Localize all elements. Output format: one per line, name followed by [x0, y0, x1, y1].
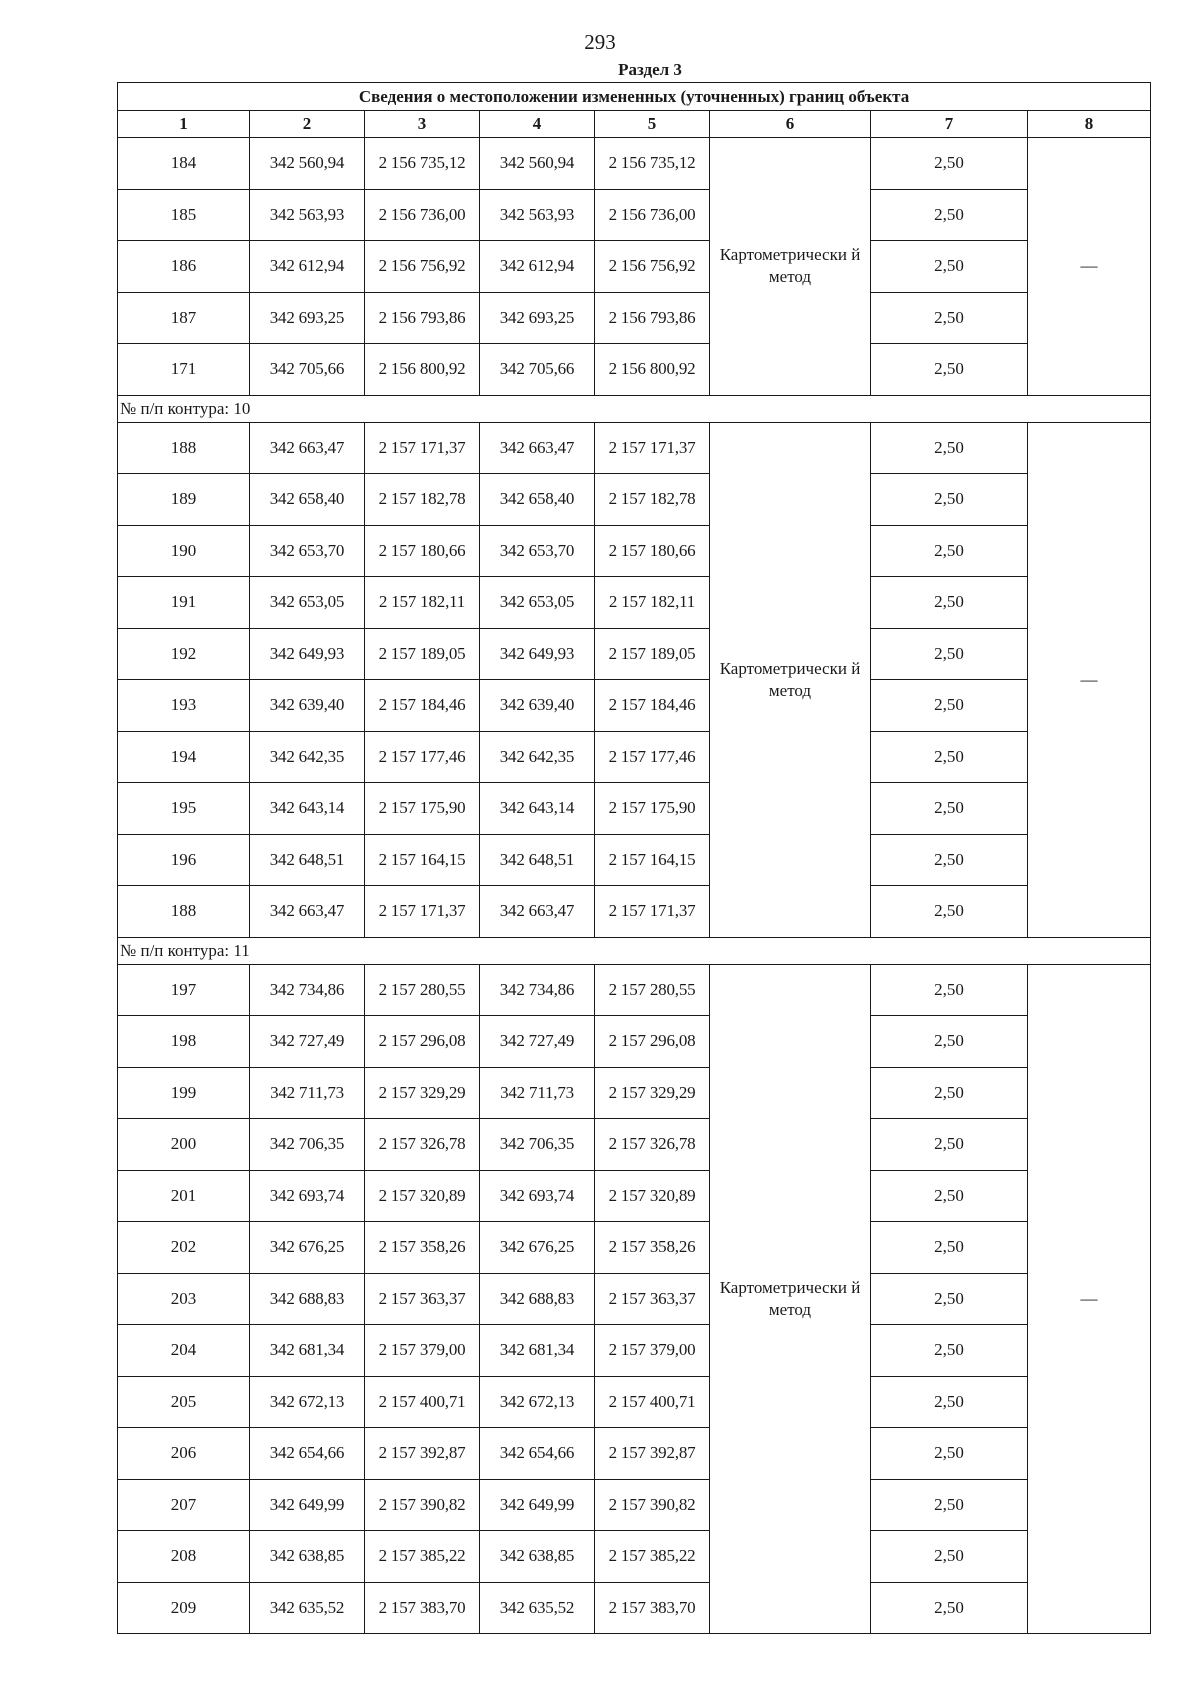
y-coordinate-old: 2 157 164,15 — [365, 834, 480, 886]
y-coordinate-old: 2 156 756,92 — [365, 241, 480, 293]
point-number: 199 — [118, 1067, 250, 1119]
table-caption: Сведения о местоположении измененных (уточненных) границ объекта — [118, 83, 1151, 111]
x-coordinate-new: 342 560,94 — [480, 138, 595, 190]
x-coordinate-new: 342 639,40 — [480, 680, 595, 732]
x-coordinate-new: 342 727,49 — [480, 1016, 595, 1068]
column-number-3: 3 — [365, 111, 480, 138]
y-coordinate-new: 2 157 189,05 — [595, 628, 710, 680]
table-row — [118, 422, 1151, 474]
x-coordinate-old: 342 649,93 — [250, 628, 365, 680]
accuracy-value: 2,50 — [871, 628, 1028, 680]
x-coordinate-new: 342 649,93 — [480, 628, 595, 680]
x-coordinate-old: 342 688,83 — [250, 1273, 365, 1325]
x-coordinate-new: 342 705,66 — [480, 344, 595, 396]
table-row — [118, 1016, 1151, 1068]
y-coordinate-new: 2 157 280,55 — [595, 964, 710, 1016]
x-coordinate-old: 342 638,85 — [250, 1531, 365, 1583]
y-coordinate-new: 2 157 390,82 — [595, 1479, 710, 1531]
accuracy-value: 2,50 — [871, 680, 1028, 732]
x-coordinate-old: 342 672,13 — [250, 1376, 365, 1428]
accuracy-value: 2,50 — [871, 1016, 1028, 1068]
table-row — [118, 1428, 1151, 1480]
x-coordinate-new: 342 734,86 — [480, 964, 595, 1016]
y-coordinate-old: 2 157 320,89 — [365, 1170, 480, 1222]
accuracy-value: 2,50 — [871, 1582, 1028, 1634]
x-coordinate-old: 342 642,35 — [250, 731, 365, 783]
point-number: 206 — [118, 1428, 250, 1480]
point-number: 195 — [118, 783, 250, 835]
table-row — [118, 1273, 1151, 1325]
accuracy-value: 2,50 — [871, 189, 1028, 241]
column-number-4: 4 — [480, 111, 595, 138]
x-coordinate-new: 342 658,40 — [480, 474, 595, 526]
y-coordinate-new: 2 157 182,78 — [595, 474, 710, 526]
x-coordinate-new: 342 681,34 — [480, 1325, 595, 1377]
point-number: 207 — [118, 1479, 250, 1531]
y-coordinate-old: 2 157 329,29 — [365, 1067, 480, 1119]
table-row — [118, 1376, 1151, 1428]
x-coordinate-new: 342 688,83 — [480, 1273, 595, 1325]
column-number-1: 1 — [118, 111, 250, 138]
measurement-method: Картометрически й метод — [710, 138, 871, 396]
accuracy-value: 2,50 — [871, 1428, 1028, 1480]
table-row — [118, 783, 1151, 835]
y-coordinate-old: 2 157 363,37 — [365, 1273, 480, 1325]
table-row — [118, 344, 1151, 396]
y-coordinate-old: 2 157 326,78 — [365, 1119, 480, 1171]
table-row — [118, 292, 1151, 344]
y-coordinate-old: 2 157 390,82 — [365, 1479, 480, 1531]
measurement-method: Картометрически й метод — [710, 964, 871, 1634]
accuracy-value: 2,50 — [871, 1479, 1028, 1531]
accuracy-value: 2,50 — [871, 422, 1028, 474]
column-number-8: 8 — [1028, 111, 1151, 138]
contour-header-row — [118, 395, 1151, 422]
table-row — [118, 1479, 1151, 1531]
y-coordinate-old: 2 156 736,00 — [365, 189, 480, 241]
point-number: 171 — [118, 344, 250, 396]
table-row — [118, 886, 1151, 938]
x-coordinate-old: 342 658,40 — [250, 474, 365, 526]
x-coordinate-old: 342 560,94 — [250, 138, 365, 190]
contour-header-row — [118, 937, 1151, 964]
y-coordinate-old: 2 157 177,46 — [365, 731, 480, 783]
x-coordinate-old: 342 705,66 — [250, 344, 365, 396]
y-coordinate-old: 2 157 184,46 — [365, 680, 480, 732]
x-coordinate-new: 342 635,52 — [480, 1582, 595, 1634]
y-coordinate-new: 2 157 164,15 — [595, 834, 710, 886]
y-coordinate-old: 2 157 171,37 — [365, 886, 480, 938]
point-number: 204 — [118, 1325, 250, 1377]
y-coordinate-new: 2 157 358,26 — [595, 1222, 710, 1274]
accuracy-value: 2,50 — [871, 1222, 1028, 1274]
table-row — [118, 189, 1151, 241]
x-coordinate-old: 342 649,99 — [250, 1479, 365, 1531]
x-coordinate-old: 342 654,66 — [250, 1428, 365, 1480]
column-number-row — [118, 111, 1151, 138]
x-coordinate-new: 342 612,94 — [480, 241, 595, 293]
accuracy-value: 2,50 — [871, 1067, 1028, 1119]
table-row — [118, 680, 1151, 732]
point-number: 193 — [118, 680, 250, 732]
column-number-5: 5 — [595, 111, 710, 138]
x-coordinate-old: 342 734,86 — [250, 964, 365, 1016]
table-row — [118, 628, 1151, 680]
y-coordinate-old: 2 157 400,71 — [365, 1376, 480, 1428]
y-coordinate-new: 2 157 383,70 — [595, 1582, 710, 1634]
column-number-7: 7 — [871, 111, 1028, 138]
contour-label: № п/п контура: 10 — [118, 395, 1151, 422]
y-coordinate-old: 2 157 180,66 — [365, 525, 480, 577]
point-number: 200 — [118, 1119, 250, 1171]
y-coordinate-old: 2 157 182,78 — [365, 474, 480, 526]
y-coordinate-old: 2 157 296,08 — [365, 1016, 480, 1068]
table-row — [118, 474, 1151, 526]
x-coordinate-new: 342 638,85 — [480, 1531, 595, 1583]
section-title: Раздел 3 — [618, 60, 682, 79]
x-coordinate-new: 342 653,70 — [480, 525, 595, 577]
y-coordinate-old: 2 157 379,00 — [365, 1325, 480, 1377]
y-coordinate-new: 2 156 800,92 — [595, 344, 710, 396]
point-number: 194 — [118, 731, 250, 783]
point-number: 189 — [118, 474, 250, 526]
column-number-6: 6 — [710, 111, 871, 138]
accuracy-value: 2,50 — [871, 1170, 1028, 1222]
measurement-method: Картометрически й метод — [710, 422, 871, 937]
x-coordinate-old: 342 653,05 — [250, 577, 365, 629]
accuracy-value: 2,50 — [871, 474, 1028, 526]
x-coordinate-new: 342 643,14 — [480, 783, 595, 835]
y-coordinate-old: 2 157 392,87 — [365, 1428, 480, 1480]
point-number: 209 — [118, 1582, 250, 1634]
point-number: 198 — [118, 1016, 250, 1068]
y-coordinate-new: 2 157 177,46 — [595, 731, 710, 783]
x-coordinate-new: 342 693,25 — [480, 292, 595, 344]
page-number: 293 — [584, 30, 616, 54]
y-coordinate-old: 2 157 358,26 — [365, 1222, 480, 1274]
table-row — [118, 138, 1151, 190]
y-coordinate-old: 2 156 793,86 — [365, 292, 480, 344]
y-coordinate-old: 2 157 175,90 — [365, 783, 480, 835]
y-coordinate-old: 2 157 385,22 — [365, 1531, 480, 1583]
x-coordinate-old: 342 648,51 — [250, 834, 365, 886]
x-coordinate-new: 342 706,35 — [480, 1119, 595, 1171]
x-coordinate-new: 342 563,93 — [480, 189, 595, 241]
x-coordinate-old: 342 706,35 — [250, 1119, 365, 1171]
x-coordinate-old: 342 693,25 — [250, 292, 365, 344]
x-coordinate-new: 342 649,99 — [480, 1479, 595, 1531]
y-coordinate-old: 2 156 735,12 — [365, 138, 480, 190]
accuracy-value: 2,50 — [871, 241, 1028, 293]
accuracy-value: 2,50 — [871, 1273, 1028, 1325]
point-number: 188 — [118, 886, 250, 938]
y-coordinate-new: 2 157 184,46 — [595, 680, 710, 732]
x-coordinate-new: 342 654,66 — [480, 1428, 595, 1480]
x-coordinate-old: 342 727,49 — [250, 1016, 365, 1068]
accuracy-value: 2,50 — [871, 577, 1028, 629]
accuracy-value: 2,50 — [871, 292, 1028, 344]
accuracy-value: 2,50 — [871, 886, 1028, 938]
accuracy-value: 2,50 — [871, 1325, 1028, 1377]
y-coordinate-new: 2 157 392,87 — [595, 1428, 710, 1480]
column-number-2: 2 — [250, 111, 365, 138]
contour-label: № п/п контура: 11 — [118, 937, 1151, 964]
x-coordinate-old: 342 635,52 — [250, 1582, 365, 1634]
table-row — [118, 731, 1151, 783]
point-number: 190 — [118, 525, 250, 577]
x-coordinate-old: 342 676,25 — [250, 1222, 365, 1274]
table-row — [118, 1119, 1151, 1171]
point-number: 187 — [118, 292, 250, 344]
table-row — [118, 1325, 1151, 1377]
x-coordinate-new: 342 663,47 — [480, 886, 595, 938]
accuracy-value: 2,50 — [871, 344, 1028, 396]
table-row — [118, 1170, 1151, 1222]
y-coordinate-new: 2 157 296,08 — [595, 1016, 710, 1068]
y-coordinate-new: 2 156 793,86 — [595, 292, 710, 344]
x-coordinate-new: 342 653,05 — [480, 577, 595, 629]
y-coordinate-new: 2 157 326,78 — [595, 1119, 710, 1171]
y-coordinate-new: 2 156 736,00 — [595, 189, 710, 241]
table-row — [118, 241, 1151, 293]
x-coordinate-old: 342 663,47 — [250, 422, 365, 474]
x-coordinate-old: 342 663,47 — [250, 886, 365, 938]
point-number: 208 — [118, 1531, 250, 1583]
x-coordinate-old: 342 639,40 — [250, 680, 365, 732]
y-coordinate-new: 2 157 385,22 — [595, 1531, 710, 1583]
x-coordinate-old: 342 643,14 — [250, 783, 365, 835]
y-coordinate-old: 2 157 171,37 — [365, 422, 480, 474]
x-coordinate-new: 342 672,13 — [480, 1376, 595, 1428]
point-number: 188 — [118, 422, 250, 474]
accuracy-value: 2,50 — [871, 525, 1028, 577]
y-coordinate-new: 2 157 320,89 — [595, 1170, 710, 1222]
point-number: 196 — [118, 834, 250, 886]
x-coordinate-new: 342 648,51 — [480, 834, 595, 886]
point-number: 184 — [118, 138, 250, 190]
table-row — [118, 1067, 1151, 1119]
point-number: 197 — [118, 964, 250, 1016]
x-coordinate-old: 342 563,93 — [250, 189, 365, 241]
point-number: 191 — [118, 577, 250, 629]
y-coordinate-new: 2 157 379,00 — [595, 1325, 710, 1377]
accuracy-value: 2,50 — [871, 731, 1028, 783]
y-coordinate-old: 2 157 189,05 — [365, 628, 480, 680]
y-coordinate-new: 2 157 363,37 — [595, 1273, 710, 1325]
point-number: 185 — [118, 189, 250, 241]
point-number: 186 — [118, 241, 250, 293]
column-8-dash: — — [1028, 964, 1151, 1634]
y-coordinate-old: 2 156 800,92 — [365, 344, 480, 396]
accuracy-value: 2,50 — [871, 1376, 1028, 1428]
y-coordinate-new: 2 156 735,12 — [595, 138, 710, 190]
y-coordinate-new: 2 157 180,66 — [595, 525, 710, 577]
y-coordinate-new: 2 156 756,92 — [595, 241, 710, 293]
column-8-dash: — — [1028, 422, 1151, 937]
x-coordinate-new: 342 693,74 — [480, 1170, 595, 1222]
y-coordinate-old: 2 157 383,70 — [365, 1582, 480, 1634]
y-coordinate-old: 2 157 280,55 — [365, 964, 480, 1016]
point-number: 192 — [118, 628, 250, 680]
y-coordinate-new: 2 157 171,37 — [595, 886, 710, 938]
y-coordinate-new: 2 157 182,11 — [595, 577, 710, 629]
accuracy-value: 2,50 — [871, 783, 1028, 835]
point-number: 205 — [118, 1376, 250, 1428]
boundary-coordinates-table — [117, 82, 1151, 1634]
accuracy-value: 2,50 — [871, 1119, 1028, 1171]
table-caption-row — [118, 83, 1151, 111]
y-coordinate-new: 2 157 175,90 — [595, 783, 710, 835]
x-coordinate-old: 342 711,73 — [250, 1067, 365, 1119]
x-coordinate-new: 342 642,35 — [480, 731, 595, 783]
y-coordinate-old: 2 157 182,11 — [365, 577, 480, 629]
x-coordinate-old: 342 681,34 — [250, 1325, 365, 1377]
table-row — [118, 834, 1151, 886]
table-row — [118, 964, 1151, 1016]
accuracy-value: 2,50 — [871, 1531, 1028, 1583]
table-row — [118, 1531, 1151, 1583]
point-number: 203 — [118, 1273, 250, 1325]
table-row — [118, 1222, 1151, 1274]
table-row — [118, 1582, 1151, 1634]
x-coordinate-new: 342 663,47 — [480, 422, 595, 474]
accuracy-value: 2,50 — [871, 964, 1028, 1016]
x-coordinate-old: 342 653,70 — [250, 525, 365, 577]
point-number: 201 — [118, 1170, 250, 1222]
table-row — [118, 525, 1151, 577]
accuracy-value: 2,50 — [871, 138, 1028, 190]
x-coordinate-old: 342 612,94 — [250, 241, 365, 293]
table-row — [118, 577, 1151, 629]
accuracy-value: 2,50 — [871, 834, 1028, 886]
y-coordinate-new: 2 157 171,37 — [595, 422, 710, 474]
y-coordinate-new: 2 157 400,71 — [595, 1376, 710, 1428]
y-coordinate-new: 2 157 329,29 — [595, 1067, 710, 1119]
x-coordinate-new: 342 711,73 — [480, 1067, 595, 1119]
column-8-dash: — — [1028, 138, 1151, 396]
point-number: 202 — [118, 1222, 250, 1274]
x-coordinate-new: 342 676,25 — [480, 1222, 595, 1274]
x-coordinate-old: 342 693,74 — [250, 1170, 365, 1222]
